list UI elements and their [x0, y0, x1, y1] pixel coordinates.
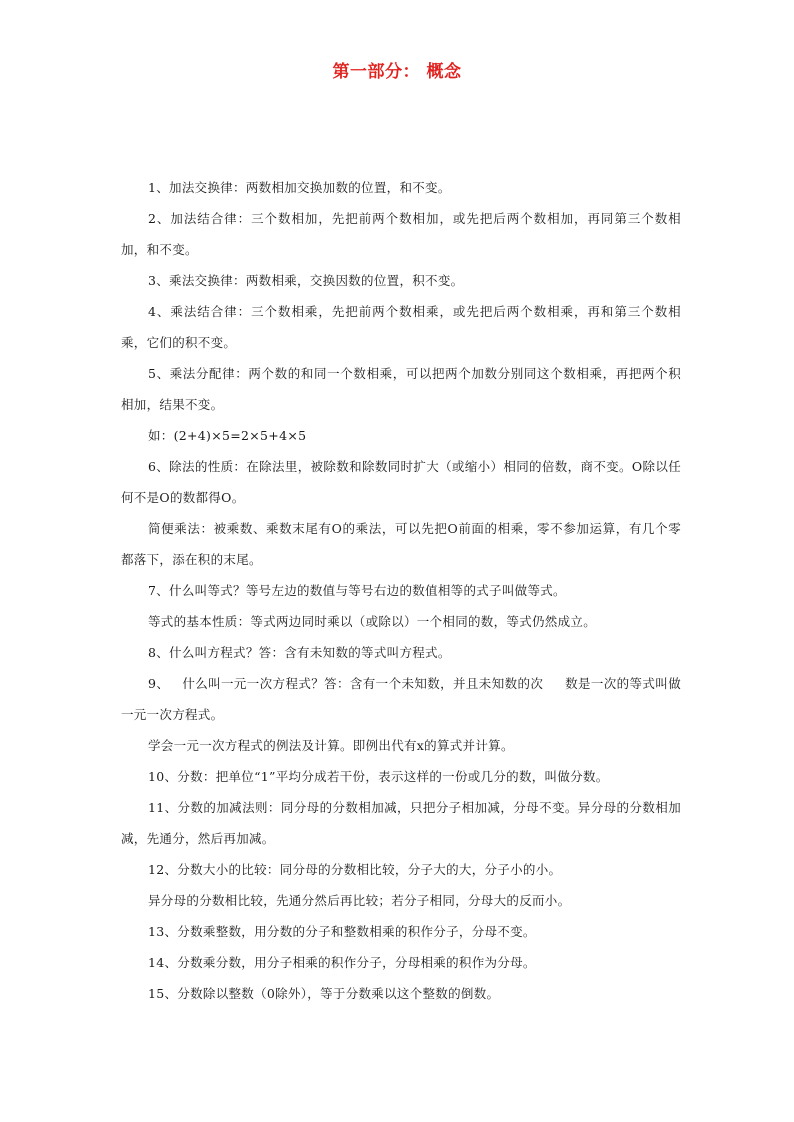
- paragraph-fraction-add-subtract: 11、分数的加减法则：同分母的分数相加减，只把分子相加减，分母不变。异分母的分数相加减，先通分，然后再加减。: [121, 800, 681, 846]
- paragraph-division-property: 6、除法的性质：在除法里，被除数和除数同时扩大（或缩小）相同的倍数，商不变。O除以任何不是O的数都得O。: [121, 459, 681, 505]
- paragraph-simple-multiplication: 简便乘法：被乘数、乘数末尾有O的乘法，可以先把O前面的相乘，零不参加运算，有几个零都落下，添在积的末尾。: [121, 521, 681, 567]
- paragraph-linear-equation-practice: 学会一元一次方程式的例法及计算。即例出代有x的算式并计算。: [148, 738, 514, 753]
- paragraph-equation-property: 等式的基本性质：等式两边同时乘以（或除以）一个相同的数，等式仍然成立。: [148, 614, 597, 629]
- paragraph-equation-definition: 7、什么叫等式？等号左边的数值与等号右边的数值相等的式子叫做等式。: [148, 583, 566, 598]
- paragraph-commutative-multiplication: 3、乘法交换律：两数相乘，交换因数的位置，积不变。: [148, 273, 464, 288]
- paragraph-fraction-times-fraction: 14、分数乘分数，用分子相乘的积作分子，分母相乘的积作为分母。: [148, 955, 536, 970]
- paragraph-distributive-example: 如：(2+4)×5=2×5+4×5: [148, 428, 307, 443]
- document-title: 第一部分： 概念: [332, 62, 462, 82]
- paragraph-linear-equation: 9、 什么叫一元一次方程式？答：含有一个未知数，并且未知数的次 数是一次的等式叫做一元一次方程式。: [121, 676, 681, 722]
- paragraph-distributive-law: 5、乘法分配律：两个数的和同一个数相乘，可以把两个加数分别同这个数相乘，再把两个积相加，结果不变。: [121, 366, 681, 412]
- paragraph-equation-formula: 8、什么叫方程式？答：含有未知数的等式叫方程式。: [148, 645, 451, 660]
- paragraph-fraction-compare-same: 12、分数大小的比较：同分母的分数相比较，分子大的大，分子小的小。: [148, 862, 562, 877]
- paragraph-fraction-times-integer: 13、分数乘整数，用分数的分子和整数相乘的积作分子，分母不变。: [148, 924, 536, 939]
- paragraph-fraction-divide-integer: 15、分数除以整数（0除外），等于分数乘以这个整数的倒数。: [148, 986, 500, 1001]
- paragraph-fraction-compare-different: 异分母的分数相比较，先通分然后再比较；若分子相同，分母大的反而小。: [148, 893, 571, 908]
- document-body: [121, 172, 681, 1009]
- paragraph-associative-multiplication: 4、乘法结合律：三个数相乘，先把前两个数相乘，或先把后两个数相乘，再和第三个数相乘，它们的积不变。: [121, 304, 681, 350]
- paragraph-commutative-addition: 1、加法交换律：两数相加交换加数的位置，和不变。: [148, 180, 451, 195]
- paragraph-associative-addition: 2、加法结合律：三个数相加，先把前两个数相加，或先把后两个数相加，再同第三个数相加，和不变。: [121, 211, 681, 257]
- paragraph-fraction-definition: 10、分数：把单位“1”平均分成若干份，表示这样的一份或几分的数，叫做分数。: [148, 769, 609, 784]
